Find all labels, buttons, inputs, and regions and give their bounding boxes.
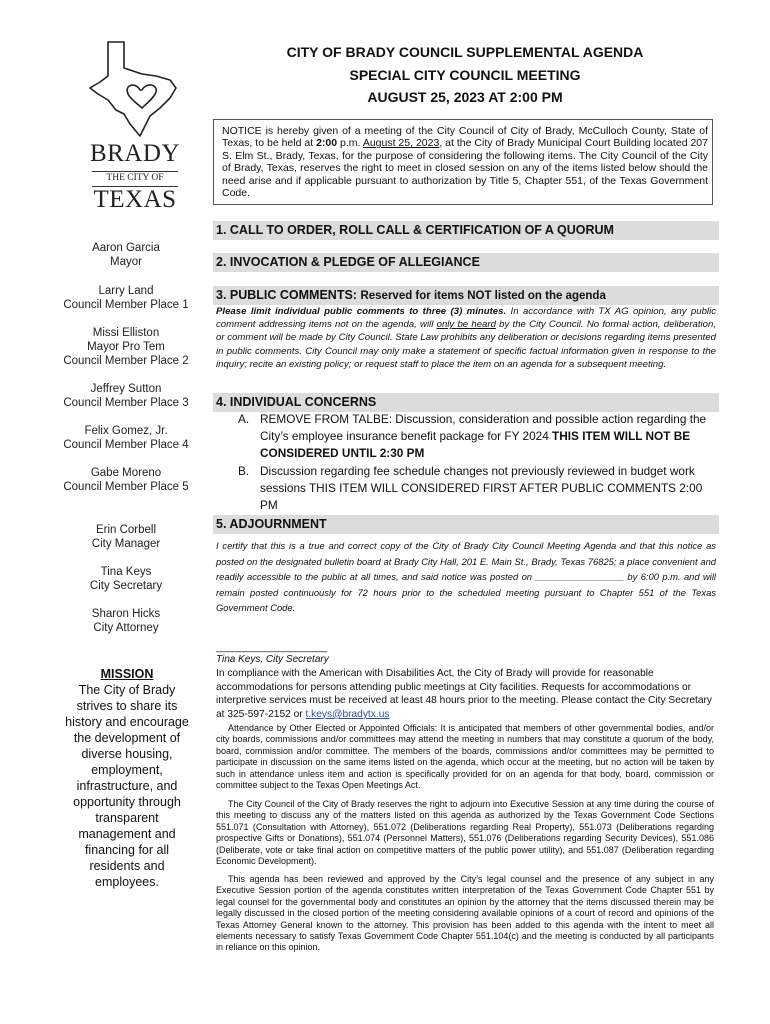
concern-item-a — [238, 411, 718, 462]
meeting-type: SPECIAL CITY COUNCIL MEETING — [349, 67, 581, 83]
official-role: Council Member Place 1 — [63, 299, 189, 311]
notice-text-1: NOTICE is hereby given of a meeting of the City Council of City of Brady, McCulloch County, State of Texas, to be held at — [222, 125, 708, 150]
ada-text: In compliance with the American with Disabilities Act, the City of Brady will provide for reasonable accommodations for persons attending public meetings at City facilities. Requests for accommodations or interpretive services must be received at least 48 hours prior to the meeting. Please contact the City Secretary at 325-597-2152 or — [216, 668, 713, 720]
official-role: Mayor — [110, 256, 142, 268]
meeting-date: AUGUST 25, 2023 AT 2:00 PM — [367, 89, 563, 105]
official-name: Tina Keys — [100, 566, 152, 578]
concern-b-text: Discussion regarding fee schedule changes not previously reviewed in budget work sessions THIS ITEM WILL CONSIDERED FIRST AFTER PUBLIC COMMENTS 2:00 PM — [260, 464, 703, 512]
official-city-attorney — [60, 607, 192, 635]
fine-print-executive-session: The City Council of the City of Brady reserves the right to adjourn into Executive Session at any time during the course of this meeting to discuss any of the matters listed on this agenda as authorized by the Texas Government Code Sections 551.071 (Consultation with Attorney), 551.072 (Deliberations regarding Real Property), 551.073 (Deliberations regarding prospective Gifts or Donations), 551.074 (Personnel Matters), 551.076 (Deliberations regarding Security Devices), 551.086 (Deliberate, vote or take final action on competitive matters of the public power utility), and 551.087 (Deliberation regarding Economic Development). — [216, 799, 714, 867]
official-role: Council Member Place 4 — [63, 439, 189, 451]
official-place-2 — [60, 326, 192, 368]
official-name: Aaron Garcia — [92, 242, 160, 254]
fine-print-attendance: Attendance by Other Elected or Appointed Officials: It is anticipated that members of other governmental bodies, and/or city boards, commissions and/or committees may attend the meeting in numbers that may constitute a quorum of the body, board, commission and/or committee. The members of the boards, commissions and/or committees may be permitted to participate in discussion on the same items listed on the agenda, which occur at the meeting, but no action will be taken by such in attendance unless item and action is specifically provided for on an agenda for that body, board, commission or committee subject to the Texas Open Meetings Act. — [216, 723, 714, 791]
official-city-secretary — [60, 565, 192, 593]
logo-the-city-of: THE CITY OF — [106, 173, 164, 183]
certification-body-2: by 6:00 p.m. and will remain posted continuously for 72 hours prior to the scheduled meeting pursuant to Chapter 551 of the Texas Government Code. — [216, 571, 716, 614]
section-public-comments — [213, 286, 719, 305]
city-logo — [80, 38, 190, 213]
official-name: Felix Gomez, Jr. — [84, 425, 168, 437]
certification-blank: _________________ — [535, 571, 625, 583]
section-public-comments-sub: Reserved for items NOT listed on the agenda — [360, 290, 606, 302]
public-comments-t1: In accordance with TX AG opinion, any public comment addressing items not on the agenda, will — [216, 306, 716, 331]
official-place-3 — [60, 382, 192, 410]
public-comments-text — [216, 305, 716, 371]
concern-a-text-wrap — [260, 411, 718, 462]
certification-text — [216, 538, 716, 616]
official-name: Erin Corbell — [95, 524, 157, 536]
texas-heart-icon — [80, 38, 190, 138]
official-role: Council Member Place 5 — [63, 481, 189, 493]
official-role: Mayor Pro Tem — [87, 341, 165, 353]
certification-body: I certify that this is a true and correct copy of the City of Brady City Council Meeting Agenda and that this notice as posted on the designated bulletin board at Brady City Hall, 201 E. Main St., Brady, Texas 76825; a place convenient and readily accessible to the public at all times, and said notice was posted on — [216, 540, 716, 583]
mission-title: MISSION — [100, 667, 154, 681]
concern-item-b — [238, 463, 718, 514]
section-adjournment: 5. ADJOURNMENT — [213, 515, 719, 534]
notice-text-3: , at the City of Brady Municipal Court Building located 207 S. Elm St., Brady, Texas, for the purpose of considering the following items. The City Council of the City of Brady, Texas, reserves the right to meet in closed session on any of the items listed below should the need arise and if applicable pursuant to authorization by Title 5, Chapter 551, of the Texas Government Code. — [222, 137, 708, 200]
official-name: Larry Land — [98, 285, 154, 297]
notice-date: August 25, 2023 — [362, 137, 440, 150]
public-comments-underline: only be heard — [436, 319, 496, 331]
signature-line: ____________________ — [216, 642, 328, 653]
mission-statement — [62, 666, 192, 890]
section-invocation: 2. INVOCATION & PLEDGE OF ALLEGIANCE — [213, 253, 719, 272]
concern-a-note: THIS ITEM WILL NOT BE CONSIDERED UNTIL 2:30 PM — [260, 429, 691, 460]
ada-notice — [216, 667, 714, 721]
agenda-title: CITY OF BRADY COUNCIL SUPPLEMENTAL AGENDA — [286, 44, 644, 60]
mission-text: The City of Brady strives to share its history and encourage the development of diverse housing, employment, infrastructure, and opportunity through transparent management and financing for all residents and employees. — [65, 683, 189, 889]
concern-b-label: B. — [238, 464, 250, 478]
section-call-to-order: 1. CALL TO ORDER, ROLL CALL & CERTIFICATION OF A QUORUM — [213, 221, 719, 240]
notice-time: 2:00 — [316, 137, 338, 150]
official-name: Sharon Hicks — [91, 608, 161, 620]
official-place-4 — [60, 424, 192, 452]
official-role: City Attorney — [93, 622, 159, 634]
official-role: Council Member Place 3 — [63, 397, 189, 409]
official-role: City Manager — [91, 538, 161, 550]
official-name: Gabe Moreno — [90, 467, 162, 479]
section-individual-concerns: 4. INDIVIDUAL CONCERNS — [213, 393, 719, 412]
official-name: Jeffrey Sutton — [90, 383, 162, 395]
official-name: Missi Elliston — [92, 327, 160, 339]
notice-text-2: p.m. — [337, 137, 363, 150]
notice-box — [213, 119, 713, 205]
official-place-1 — [60, 284, 192, 312]
official-city-manager — [60, 523, 192, 551]
section-public-comments-label: 3. PUBLIC COMMENTS: — [216, 288, 361, 302]
logo-texas: TEXAS — [93, 186, 177, 213]
official-mayor — [60, 241, 192, 269]
concern-a-label: A. — [238, 412, 250, 426]
public-comments-limit: Please limit individual public comments to three (3) minutes. — [216, 306, 507, 317]
logo-brady: BRADY — [89, 140, 180, 167]
official-place-5 — [60, 466, 192, 494]
fine-print-legal-counsel: This agenda has been reviewed and approved by the City’s legal counsel and the presence of any subject in any Executive Session portion of the agenda constitutes written interpretation of the Texas Government Code Chapter 551 by legal counsel for the governmental body and constitutes an opinion by the attorney that the items discussed therein may be legally discussed in the closed portion of the meeting considering available opinions of a court of record and opinions of the Texas Attorney General known to the attorney. This provision has been added to this agenda with the intent to meet all elements necessary to satisfy Texas Government Code Chapter 551.104(c) and the meeting is conducted by all participants in reliance on this opinion. — [216, 874, 714, 953]
public-comments-t2: by the City Council. No formal action, deliberation, or comment will be made by City Council. State Law prohibits any deliberation or decisions regarding items presented in public comments. City Council may only make a statement of specific factual information given in response to the inquiry; recite an existing policy; or request staff to place the item on an agenda for a subsequent meeting. — [216, 319, 717, 370]
concern-a-text: REMOVE FROM TALBE: Discussion, consideration and possible action regarding the City’s employee insurance benefit package for FY 2024 — [260, 412, 707, 443]
official-role-2: Council Member Place 2 — [63, 355, 189, 367]
official-role: City Secretary — [89, 580, 163, 592]
signature-name: Tina Keys, City Secretary — [216, 654, 329, 665]
secretary-email-link[interactable]: t.keys@bradytx.us — [305, 708, 390, 720]
